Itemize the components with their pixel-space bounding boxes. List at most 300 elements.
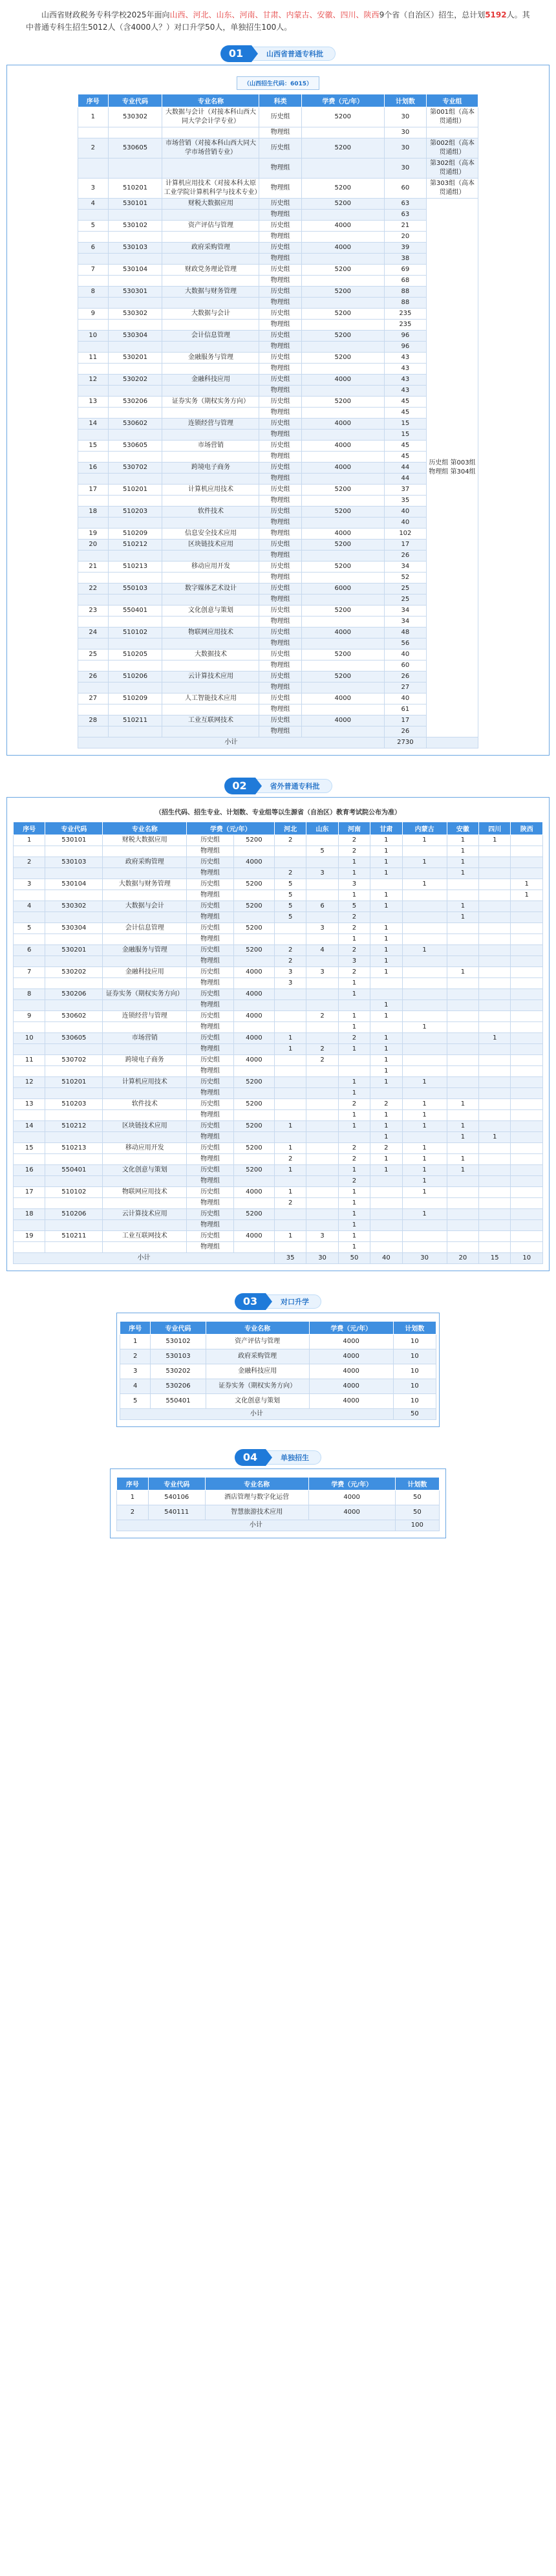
table-cell (479, 923, 511, 934)
table-row (14, 1110, 543, 1121)
table-cell (108, 158, 162, 179)
table-cell: 1 (370, 945, 402, 956)
table-cell: 510211 (45, 1231, 103, 1242)
table-row (120, 1394, 436, 1409)
table-cell (301, 298, 384, 309)
table-cell: 530104 (45, 879, 103, 890)
table-cell: 14 (14, 1121, 45, 1132)
table-cell: 39 (384, 243, 426, 254)
column-header: 专业名称 (103, 822, 187, 835)
table-cell (78, 474, 109, 485)
major-name-cell (162, 342, 259, 353)
table-cell: 530602 (108, 419, 162, 430)
table-cell (306, 956, 338, 967)
table-cell: 17 (78, 485, 109, 496)
table-cell: 530304 (45, 923, 103, 934)
table-cell: 2 (274, 1198, 306, 1209)
major-name-cell: 连锁经营与管理 (103, 1011, 187, 1022)
intro-text-2: 9个省（自治区）招生，总计划 (379, 10, 486, 19)
table-cell: 510206 (108, 671, 162, 682)
major-name-cell (103, 1220, 187, 1231)
table-cell: 2 (306, 1044, 338, 1055)
table-cell: 1 (370, 1055, 402, 1066)
major-name-cell (162, 386, 259, 397)
table-cell: 510211 (108, 715, 162, 726)
table-cell: 510203 (45, 1099, 103, 1110)
table-cell: 1 (117, 1490, 149, 1505)
table-cell (14, 868, 45, 879)
table-cell (274, 923, 306, 934)
table-cell (511, 1022, 543, 1033)
column-header: 四川 (479, 822, 511, 835)
table-cell (233, 1176, 274, 1187)
table-cell: 1 (370, 934, 402, 945)
table-cell (427, 127, 478, 138)
table-cell (78, 364, 109, 375)
table-cell: 1 (447, 846, 478, 857)
table-cell (14, 1110, 45, 1121)
table-cell (45, 912, 103, 923)
table-cell (301, 639, 384, 649)
table-cell: 530202 (108, 375, 162, 386)
table-row (78, 551, 478, 562)
table-cell (301, 254, 384, 265)
table-cell (511, 1066, 543, 1077)
major-name-cell (162, 573, 259, 584)
table-cell (274, 1088, 306, 1099)
table-cell: 60 (384, 179, 426, 199)
table-cell (370, 1198, 402, 1209)
table-cell: 物理组 (187, 846, 234, 857)
table-cell: 历史组 (187, 989, 234, 1000)
table-cell: 第303组（高本贯通组） (427, 179, 478, 199)
table-cell: 10 (14, 1033, 45, 1044)
table-row (14, 868, 543, 879)
table-cell: 530206 (151, 1379, 206, 1394)
table-row (14, 901, 543, 912)
table-cell: 物理组 (259, 320, 301, 331)
table-row (14, 1231, 543, 1242)
major-name-cell (162, 127, 259, 138)
table-cell (402, 890, 447, 901)
table-cell: 4000 (233, 1231, 274, 1242)
table-cell (402, 1000, 447, 1011)
table-cell: 1 (370, 1077, 402, 1088)
table-cell (306, 1242, 338, 1253)
table-cell: 45 (384, 408, 426, 419)
table-cell (370, 1242, 402, 1253)
table-cell: 1 (338, 1121, 370, 1132)
table-cell: 5200 (301, 540, 384, 551)
table-cell (402, 1055, 447, 1066)
subtotal-value: 100 (395, 1520, 439, 1531)
table-row (78, 386, 478, 397)
table-cell (479, 1165, 511, 1176)
table-cell: 530702 (45, 1055, 103, 1066)
table-cell (274, 857, 306, 868)
table-cell: 3 (306, 1231, 338, 1242)
table-cell (274, 846, 306, 857)
table-cell (45, 1088, 103, 1099)
section-2-table (13, 822, 543, 1264)
table-cell (78, 158, 109, 179)
table-cell (274, 989, 306, 1000)
table-cell: 5200 (301, 331, 384, 342)
table-cell: 历史组 (259, 353, 301, 364)
table-cell (402, 989, 447, 1000)
table-cell: 1 (370, 1165, 402, 1176)
table-cell: 1 (338, 868, 370, 879)
table-cell (78, 660, 109, 671)
column-header: 专业名称 (205, 1478, 308, 1490)
table-cell: 历史组 (187, 923, 234, 934)
major-name-cell: 大数据技术 (162, 649, 259, 660)
table-row (14, 967, 543, 978)
table-cell: 530206 (45, 989, 103, 1000)
table-cell (301, 320, 384, 331)
table-cell (274, 934, 306, 945)
table-row (78, 628, 478, 639)
table-cell: 5200 (301, 265, 384, 276)
table-cell (447, 956, 478, 967)
table-cell: 510201 (108, 485, 162, 496)
table-cell (370, 1088, 402, 1099)
table-cell: 510203 (108, 507, 162, 518)
table-cell (511, 1121, 543, 1132)
table-cell (301, 452, 384, 463)
column-header: 序号 (78, 94, 109, 107)
table-cell (447, 1044, 478, 1055)
table-cell: 2 (306, 1055, 338, 1066)
table-cell (370, 879, 402, 890)
major-name-cell: 移动应用开发 (103, 1143, 187, 1154)
table-row (78, 452, 478, 463)
table-cell: 2 (338, 846, 370, 857)
table-cell: 物理组 (187, 1000, 234, 1011)
table-cell: 63 (384, 199, 426, 210)
table-cell: 1 (338, 1165, 370, 1176)
major-name-cell: 证券实务（期权实务方向） (103, 989, 187, 1000)
table-cell: 物理组 (259, 573, 301, 584)
table-cell (402, 1242, 447, 1253)
table-cell (511, 1187, 543, 1198)
table-cell: 8 (78, 287, 109, 298)
table-row (14, 989, 543, 1000)
table-cell (301, 158, 384, 179)
table-cell: 1 (402, 1154, 447, 1165)
table-cell (479, 1176, 511, 1187)
table-cell (370, 1220, 402, 1231)
table-cell: 历史组 (187, 1121, 234, 1132)
table-cell: 96 (384, 342, 426, 353)
subtotal-row (117, 1520, 440, 1531)
section-1-header-row (78, 94, 478, 107)
table-cell: 历史组 (259, 485, 301, 496)
table-cell: 5200 (301, 107, 384, 127)
major-name-cell (103, 1088, 187, 1099)
table-cell (301, 573, 384, 584)
table-cell: 5 (338, 901, 370, 912)
major-name-cell: 财税大数据应用 (162, 199, 259, 210)
table-cell (447, 1033, 478, 1044)
table-cell: 34 (384, 617, 426, 628)
table-cell (511, 1110, 543, 1121)
table-cell: 60 (384, 660, 426, 671)
table-cell (301, 726, 384, 737)
table-cell (306, 890, 338, 901)
table-cell: 物理组 (259, 660, 301, 671)
table-cell (233, 1022, 274, 1033)
table-cell (370, 1209, 402, 1220)
subtotal-label: 小计 (14, 1253, 275, 1264)
table-cell: 530206 (108, 397, 162, 408)
table-cell (306, 1022, 338, 1033)
table-cell (479, 978, 511, 989)
table-cell (108, 551, 162, 562)
table-cell: 1 (402, 945, 447, 956)
table-cell: 26 (384, 551, 426, 562)
table-cell (402, 923, 447, 934)
major-name-cell (162, 320, 259, 331)
major-name-cell: 跨境电子商务 (162, 463, 259, 474)
table-row (14, 835, 543, 846)
table-cell (447, 1143, 478, 1154)
table-cell (370, 1176, 402, 1187)
table-cell: 1 (447, 1132, 478, 1143)
table-cell (78, 386, 109, 397)
major-name-cell (162, 682, 259, 693)
table-cell: 2 (338, 923, 370, 934)
table-cell: 30 (384, 127, 426, 138)
table-cell: 物理组 (259, 529, 301, 540)
section-1-title: 山西省普通专科批 (251, 47, 336, 61)
table-cell: 历史组 (259, 265, 301, 276)
table-cell: 30 (384, 107, 426, 127)
table-cell: 3 (338, 956, 370, 967)
table-row (78, 430, 478, 441)
table-row (14, 1088, 543, 1099)
table-cell: 44 (384, 474, 426, 485)
table-cell: 2 (274, 868, 306, 879)
table-cell (233, 978, 274, 989)
major-name-cell (162, 595, 259, 606)
table-cell (233, 1044, 274, 1055)
table-cell: 1 (274, 1187, 306, 1198)
table-cell: 510213 (108, 562, 162, 573)
table-cell (274, 1022, 306, 1033)
table-cell (14, 1088, 45, 1099)
table-cell (45, 1132, 103, 1143)
table-cell: 18 (14, 1209, 45, 1220)
table-cell: 530605 (108, 138, 162, 158)
table-row (78, 715, 478, 726)
table-cell (447, 945, 478, 956)
table-row (14, 934, 543, 945)
table-cell (402, 967, 447, 978)
table-cell (306, 1165, 338, 1176)
subtotal-label: 小计 (117, 1520, 396, 1531)
table-cell: 1 (14, 835, 45, 846)
table-cell (402, 846, 447, 857)
table-cell (274, 1099, 306, 1110)
table-cell: 17 (384, 540, 426, 551)
table-cell (511, 978, 543, 989)
table-cell (306, 1000, 338, 1011)
table-cell: 7 (14, 967, 45, 978)
intro-paragraph (0, 9, 556, 34)
table-cell (511, 956, 543, 967)
table-cell: 56 (384, 639, 426, 649)
table-cell: 13 (78, 397, 109, 408)
table-cell: 4000 (233, 1055, 274, 1066)
table-cell: 历史组 (187, 1143, 234, 1154)
section-1-code-label: （山西招生代码：6015） (237, 76, 319, 90)
table-cell: 1 (447, 857, 478, 868)
table-cell: 3 (14, 879, 45, 890)
table-cell: 1 (402, 857, 447, 868)
major-name-cell (103, 1154, 187, 1165)
table-cell: 历史组 (259, 671, 301, 682)
subtotal-blank (427, 737, 478, 748)
major-name-cell: 资产评估与管理 (206, 1335, 309, 1349)
table-row (78, 210, 478, 221)
table-row (78, 265, 478, 276)
table-cell: 38 (384, 254, 426, 265)
table-cell: 5200 (301, 397, 384, 408)
table-row (78, 397, 478, 408)
table-row (78, 496, 478, 507)
table-cell (14, 978, 45, 989)
table-cell: 530602 (45, 1011, 103, 1022)
column-header: 专业代码 (108, 94, 162, 107)
table-cell (511, 1044, 543, 1055)
table-cell: 43 (384, 375, 426, 386)
table-cell (511, 868, 543, 879)
section-3-number: 03 (235, 1293, 266, 1310)
table-cell: 物理组 (187, 1088, 234, 1099)
major-name-cell: 大数据与会计 (162, 309, 259, 320)
table-cell (306, 978, 338, 989)
table-cell (14, 912, 45, 923)
table-cell: 34 (384, 606, 426, 617)
table-cell (402, 1220, 447, 1231)
table-cell: 物理组 (187, 1132, 234, 1143)
table-cell (479, 934, 511, 945)
table-cell: 物理组 (259, 254, 301, 265)
table-cell: 1 (338, 978, 370, 989)
table-cell (108, 660, 162, 671)
table-cell: 物理组 (259, 518, 301, 529)
table-cell: 历史组 (259, 419, 301, 430)
table-cell: 1 (338, 1011, 370, 1022)
table-row (78, 584, 478, 595)
table-cell (301, 364, 384, 375)
table-cell: 530101 (45, 835, 103, 846)
table-cell: 历史组 (259, 287, 301, 298)
table-cell (78, 617, 109, 628)
table-cell (511, 901, 543, 912)
table-cell: 26 (384, 671, 426, 682)
table-row (78, 353, 478, 364)
major-name-cell: 市场营销 (103, 1033, 187, 1044)
table-cell: 34 (384, 562, 426, 573)
column-header: 山东 (306, 822, 338, 835)
table-cell: 2 (274, 956, 306, 967)
section-4-badge (0, 1449, 556, 1466)
table-cell (479, 879, 511, 890)
table-cell (306, 1220, 338, 1231)
table-cell (301, 276, 384, 287)
table-cell: 物理组 (259, 474, 301, 485)
table-cell: 530301 (108, 287, 162, 298)
table-row (78, 660, 478, 671)
table-cell: 1 (338, 1242, 370, 1253)
table-cell (338, 1132, 370, 1143)
table-cell: 5200 (233, 1143, 274, 1154)
table-cell: 510102 (45, 1187, 103, 1198)
table-cell: 68 (384, 276, 426, 287)
table-cell (511, 1231, 543, 1242)
subtotal-label: 小计 (78, 737, 385, 748)
major-name-cell (162, 232, 259, 243)
table-cell: 4000 (233, 857, 274, 868)
major-name-cell: 云计算技术应用 (162, 671, 259, 682)
table-cell: 4 (14, 901, 45, 912)
table-cell: 物理组 (259, 704, 301, 715)
table-cell: 19 (14, 1231, 45, 1242)
table-cell (479, 1231, 511, 1242)
table-cell: 1 (402, 1176, 447, 1187)
table-cell (511, 1198, 543, 1209)
table-cell: 15 (384, 419, 426, 430)
major-name-cell: 大数据与财务管理 (162, 287, 259, 298)
table-cell: 5200 (233, 1209, 274, 1220)
table-cell (479, 1110, 511, 1121)
table-cell (306, 1110, 338, 1121)
table-cell: 历史组 (259, 397, 301, 408)
table-cell: 1 (447, 1121, 478, 1132)
table-cell: 27 (78, 693, 109, 704)
table-cell: 历史组 (187, 1033, 234, 1044)
table-cell: 7 (78, 265, 109, 276)
table-cell (447, 890, 478, 901)
table-cell (306, 989, 338, 1000)
table-cell (402, 1066, 447, 1077)
table-row (78, 562, 478, 573)
table-row (14, 1022, 543, 1033)
table-cell (479, 868, 511, 879)
table-cell: 4000 (233, 1033, 274, 1044)
table-cell (479, 1209, 511, 1220)
table-cell (108, 430, 162, 441)
subtotal-value: 50 (338, 1253, 370, 1264)
table-cell (479, 1077, 511, 1088)
section-4-panel (110, 1468, 446, 1538)
table-cell (338, 1000, 370, 1011)
table-cell: 1 (338, 857, 370, 868)
table-cell: 2 (78, 138, 109, 158)
table-cell: 历史组 (187, 1077, 234, 1088)
table-cell (479, 1000, 511, 1011)
table-cell (108, 342, 162, 353)
table-row (14, 1209, 543, 1220)
table-cell (274, 1132, 306, 1143)
column-header: 科类 (259, 94, 301, 107)
table-cell: 8 (14, 989, 45, 1000)
table-cell (301, 660, 384, 671)
table-cell: 3 (306, 923, 338, 934)
table-cell (447, 1022, 478, 1033)
